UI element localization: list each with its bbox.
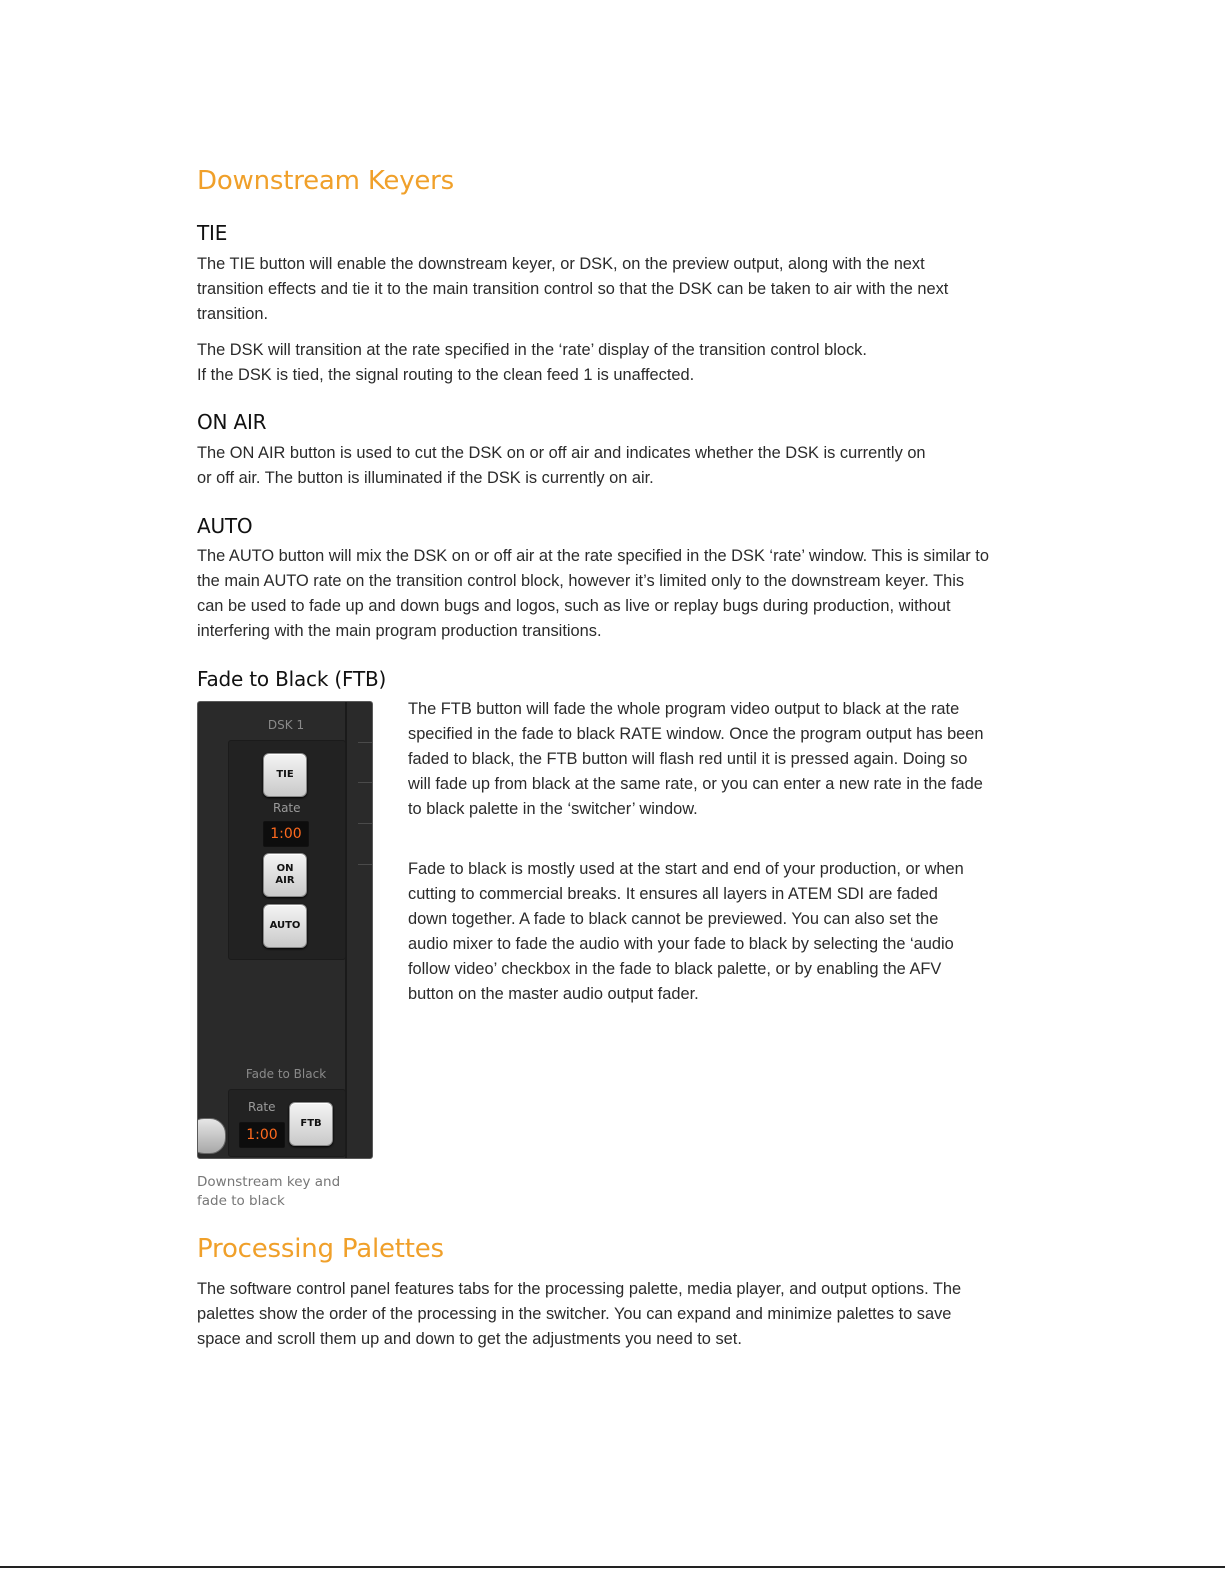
figure-caption	[197, 1173, 377, 1211]
paragraph-tie-2	[197, 338, 997, 388]
figure-caption-line-2: fade to black	[197, 1193, 285, 1209]
paragraph-on-air: The ON AIR button is used to cut the DSK on or off air and indicates whether the DSK is currently on or off air. The button is illuminated if the DSK is currently on air.	[197, 444, 926, 487]
paragraph-ftb-1: The FTB button will fade the whole program video output to black at the rate specified in the fade to black RATE window. Once the program output has been faded to black, the FTB button will flash red until it is pressed again. Doing so will fade up from black at the same rate, or you can enter a new rate in the fade to black palette in the ‘switcher’ window.	[408, 700, 984, 818]
figure-caption-line-1: Downstream key and	[197, 1174, 341, 1190]
dsk-rate-label: Rate	[273, 801, 301, 815]
palette-tick	[358, 782, 372, 783]
on-air-button[interactable]	[263, 853, 307, 897]
heading-auto: AUTO	[197, 514, 253, 538]
section-title-downstream-keyers: Downstream Keyers	[197, 166, 455, 196]
ftb-rate-label: Rate	[248, 1100, 276, 1114]
paragraph-auto: The AUTO button will mix the DSK on or off air at the rate specified in the DSK ‘rate’ window. This is similar to the main AUTO rate on the transition control block, however it’s limited only to the downstream keyer. This can be used to fade up and down bugs and logos, such as live or replay bugs during production, without interfering with the main program production transitions.	[197, 547, 989, 640]
paragraph-tie-2-line-1: The DSK will transition at the rate specified in the ‘rate’ display of the transition control block.	[197, 341, 867, 359]
dsk-button-group	[228, 740, 346, 960]
heading-tie: TIE	[197, 221, 228, 245]
ftb-rate-display[interactable]: 1:00	[239, 1122, 285, 1148]
paragraph-processing-palettes: The software control panel features tabs for the processing palette, media player, and output options. The palettes show the order of the processing in the switcher. You can expand and minimize palettes to save space and scroll them up and down to get the adjustments you need to set.	[197, 1280, 962, 1348]
tie-button[interactable]: TIE	[263, 753, 307, 797]
ftb-button[interactable]: FTB	[289, 1102, 333, 1146]
heading-on-air: ON AIR	[197, 410, 267, 434]
palette-tick	[358, 864, 372, 865]
on-air-label-line-2: AIR	[275, 875, 295, 886]
t-bar-handle[interactable]	[197, 1118, 226, 1154]
paragraph-tie-1: The TIE button will enable the downstream keyer, or DSK, on the preview output, along with the next transition effects and tie it to the main transition control so that the DSK can be taken to air with the next transition.	[197, 255, 949, 323]
palette-tick	[358, 742, 372, 743]
palette-tick	[358, 823, 372, 824]
page-bottom-rule	[0, 1566, 1225, 1568]
dsk-rate-display[interactable]: 1:00	[263, 821, 309, 847]
fade-to-black-title: Fade to Black	[245, 1067, 327, 1081]
paragraph-ftb-2: Fade to black is mostly used at the start and end of your production, or when cutting to commercial breaks. It ensures all layers in ATEM SDI are faded down together. A fade to black cannot be previewed. You can also set the audio mixer to fade the audio with your fade to black by selecting the ‘audio follow video’ checkbox in the fade to black palette, or by enabling the AFV button on the master audio output fader.	[408, 860, 964, 1003]
dsk-title: DSK 1	[267, 718, 305, 732]
auto-button[interactable]: AUTO	[263, 904, 307, 948]
heading-fade-to-black: Fade to Black (FTB)	[197, 667, 387, 691]
ftb-button-group	[228, 1089, 346, 1157]
dsk-palette-figure	[197, 701, 373, 1159]
paragraph-tie-2-line-2: If the DSK is tied, the signal routing to the clean feed 1 is unaffected.	[197, 366, 695, 384]
on-air-label-line-1: ON	[276, 863, 294, 874]
section-title-processing-palettes: Processing Palettes	[197, 1234, 444, 1264]
